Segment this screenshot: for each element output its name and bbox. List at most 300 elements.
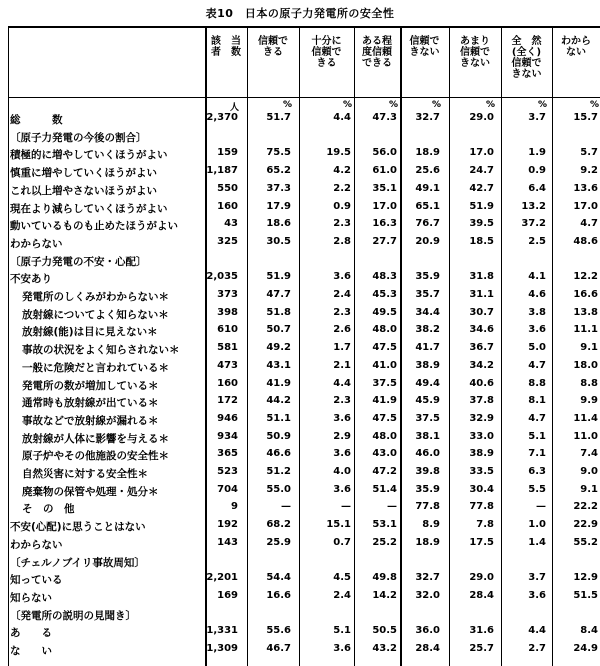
cell-value: 55.6 (266, 625, 291, 636)
row-label: 慎重に増やしていくほうがよい (10, 167, 157, 179)
cell-value: 9 (231, 501, 238, 512)
column-header-line: きない (460, 58, 490, 69)
cell-value: 2.2 (333, 183, 351, 194)
cell-value: 43.2 (372, 643, 397, 654)
table-row (0, 519, 600, 537)
cell-value: 581 (217, 342, 238, 353)
cell-value: 4.2 (333, 165, 351, 176)
cell-value: 65.1 (415, 201, 440, 212)
cell-value: 4.5 (333, 572, 351, 583)
cell-value: 48.6 (573, 236, 598, 247)
cell-value: 29.0 (469, 572, 494, 583)
cell-value: 30.7 (469, 307, 494, 318)
cell-value: 17.0 (573, 201, 598, 212)
row-label: 自然災害に対する安全性＊ (22, 468, 148, 480)
table-row (0, 448, 600, 466)
table-row (0, 643, 600, 661)
cell-value: 31.6 (469, 625, 494, 636)
cell-value: 51.9 (469, 201, 494, 212)
cell-value: 2,035 (206, 271, 238, 282)
cell-value: 550 (217, 183, 238, 194)
column-header-line: わから (561, 36, 591, 47)
cell-value: 7.4 (580, 448, 598, 459)
column-header-line: 信頼で (311, 47, 342, 58)
cell-value: 159 (217, 147, 238, 158)
cell-value: 5.1 (528, 431, 546, 442)
cell-value: 4.4 (333, 378, 351, 389)
row-label: わからない (10, 238, 63, 250)
cell-value: — (536, 501, 546, 512)
column-header-line: きない (511, 69, 542, 80)
cell-value: 2.6 (333, 324, 351, 335)
table-row (0, 307, 600, 325)
cell-value: 65.2 (266, 165, 291, 176)
cell-value: 49.2 (266, 342, 291, 353)
row-label: 総 数 (10, 114, 63, 126)
cell-value: 6.3 (528, 466, 546, 477)
row-label: 事故の状況をよく知らされない＊ (22, 344, 180, 356)
row-label: 〔発電所の説明の見聞き〕 (10, 610, 136, 622)
cell-value: — (387, 501, 397, 512)
row-label: そ の 他 (22, 503, 75, 515)
cell-value: 43 (224, 218, 238, 229)
cell-value: 16.6 (573, 289, 598, 300)
cell-value: 37.8 (469, 395, 494, 406)
cell-value: 25.9 (266, 537, 291, 548)
row-label: 発電所の数が増加している＊ (22, 380, 159, 392)
cell-value: 14.2 (372, 590, 397, 601)
cell-value: 25.6 (415, 165, 440, 176)
column-header (207, 36, 245, 94)
cell-value: 46.6 (266, 448, 291, 459)
table-row (0, 413, 600, 431)
cell-value: 2.1 (333, 360, 351, 371)
cell-value: 51.9 (266, 271, 291, 282)
table-row (0, 395, 600, 413)
cell-value: 2,201 (206, 572, 238, 583)
column-header-line: できる (362, 58, 392, 69)
cell-value: 3.6 (333, 643, 351, 654)
header-bottom-border (8, 97, 600, 98)
cell-value: 3.6 (528, 324, 546, 335)
table-row (0, 130, 600, 148)
row-label: 積極的に増やしていくほうがよい (10, 149, 168, 161)
cell-value: 2.4 (333, 289, 351, 300)
row-label: 放射線についてよく知らない＊ (22, 309, 169, 321)
cell-value: 68.2 (266, 519, 291, 530)
row-label: 不安(心配)に思うことはない (10, 521, 146, 533)
cell-value: 31.8 (469, 271, 494, 282)
cell-value: 473 (217, 360, 238, 371)
cell-value: 37.3 (266, 183, 291, 194)
cell-value: 2.3 (333, 218, 351, 229)
cell-value: 25.7 (469, 643, 494, 654)
cell-value: 53.1 (372, 519, 397, 530)
cell-value: 5.7 (580, 147, 598, 158)
row-label: 廃棄物の保管や処理・処分＊ (22, 486, 159, 498)
row-label: 不安あり (10, 273, 52, 285)
table-row (0, 324, 600, 342)
cell-value: 0.9 (333, 201, 351, 212)
cell-value: 3.6 (528, 590, 546, 601)
cell-value: 39.5 (469, 218, 494, 229)
cell-value: 2.3 (333, 395, 351, 406)
cell-value: 17.0 (372, 201, 397, 212)
column-header-line: 信頼で (460, 47, 490, 58)
row-label: 〔チェルノブイリ事故周知〕 (10, 557, 145, 569)
cell-value: 33.0 (469, 431, 494, 442)
cell-value: 3.8 (528, 307, 546, 318)
cell-value: 4.4 (333, 112, 351, 123)
cell-value: 31.1 (469, 289, 494, 300)
column-header-line: きる (316, 58, 337, 69)
cell-value: 4.4 (528, 625, 546, 636)
table-row (0, 501, 600, 519)
cell-value: 29.0 (469, 112, 494, 123)
row-label: 一般に危険だと言われている＊ (22, 362, 169, 374)
cell-value: 15.7 (573, 112, 598, 123)
cell-value: 45.9 (415, 395, 440, 406)
table-row (0, 431, 600, 449)
cell-value: 1.4 (528, 537, 546, 548)
table-row (0, 112, 600, 130)
table-row (0, 608, 600, 626)
cell-value: 35.1 (372, 183, 397, 194)
cell-value: 36.7 (469, 342, 494, 353)
cell-value: 946 (217, 413, 238, 424)
cell-value: 16.3 (372, 218, 397, 229)
cell-value: 49.4 (415, 378, 440, 389)
cell-value: 28.4 (469, 590, 494, 601)
column-header-line: 信頼で (511, 58, 542, 69)
row-label: 原子炉やその他施設の安全性＊ (22, 450, 169, 462)
cell-value: 28.4 (415, 643, 440, 654)
cell-value: 51.8 (266, 307, 291, 318)
cell-value: 43.0 (372, 448, 397, 459)
cell-value: 55.2 (573, 537, 598, 548)
row-label: 〔原子力発電の今後の割合〕 (10, 132, 147, 144)
cell-value: 7.1 (528, 448, 546, 459)
cell-value: 77.8 (469, 501, 494, 512)
unit-marker: % (538, 100, 548, 110)
table-row (0, 147, 600, 165)
cell-value: 704 (217, 484, 238, 495)
cell-value: 51.1 (266, 413, 291, 424)
row-label: 事故などで放射線が漏れる＊ (22, 415, 159, 427)
column-header-line: 信頼で (258, 36, 288, 47)
cell-value: 2.9 (333, 431, 351, 442)
cell-value: 41.9 (266, 378, 291, 389)
table-row (0, 254, 600, 272)
cell-value: 38.9 (415, 360, 440, 371)
row-label: な い (10, 645, 52, 657)
cell-value: 1.9 (528, 147, 546, 158)
column-header (402, 36, 447, 94)
cell-value: 47.5 (372, 342, 397, 353)
cell-value: 18.9 (415, 147, 440, 158)
cell-value: 2.5 (528, 236, 546, 247)
cell-value: 27.7 (372, 236, 397, 247)
unit-marker: % (590, 100, 600, 110)
cell-value: 47.3 (372, 112, 397, 123)
cell-value: 934 (217, 431, 238, 442)
cell-value: 34.2 (469, 360, 494, 371)
table-row (0, 537, 600, 555)
cell-value: 48.3 (372, 271, 397, 282)
cell-value: 2.4 (333, 590, 351, 601)
cell-value: 17.9 (266, 201, 291, 212)
cell-value: 8.8 (580, 378, 598, 389)
cell-value: 54.4 (266, 572, 291, 583)
cell-value: 0.9 (528, 165, 546, 176)
cell-value: 51.7 (266, 112, 291, 123)
cell-value: 35.9 (415, 484, 440, 495)
cell-value: 0.7 (333, 537, 351, 548)
cell-value: 3.7 (528, 572, 546, 583)
column-header (554, 36, 598, 94)
cell-value: 4.7 (580, 218, 598, 229)
cell-value: 19.5 (326, 147, 351, 158)
column-header-line: あまり (460, 36, 490, 47)
cell-value: 38.1 (415, 431, 440, 442)
cell-value: 9.2 (580, 165, 598, 176)
column-header-line: (全く) (511, 47, 542, 58)
table-row (0, 466, 600, 484)
cell-value: 22.2 (573, 501, 598, 512)
row-label: 通常時も放射線が出ている＊ (22, 397, 159, 409)
cell-value: 48.0 (372, 324, 397, 335)
cell-value: 17.5 (469, 537, 494, 548)
cell-value: 18.0 (573, 360, 598, 371)
cell-value: 160 (217, 378, 238, 389)
cell-value: 4.0 (333, 466, 351, 477)
cell-value: 22.9 (573, 519, 598, 530)
table-row (0, 236, 600, 254)
unit-marker: % (389, 100, 399, 110)
cell-value: 56.0 (372, 147, 397, 158)
cell-value: 44.2 (266, 395, 291, 406)
unit-marker: % (283, 100, 293, 110)
cell-value: 39.8 (415, 466, 440, 477)
cell-value: 32.0 (415, 590, 440, 601)
cell-value: 45.3 (372, 289, 397, 300)
cell-value: 172 (217, 395, 238, 406)
cell-value: 7.8 (476, 519, 494, 530)
row-label: 知らない (10, 592, 52, 604)
table-row (0, 165, 600, 183)
cell-value: 18.6 (266, 218, 291, 229)
cell-value: 5.5 (528, 484, 546, 495)
cell-value: 35.9 (415, 271, 440, 282)
cell-value: 11.4 (573, 413, 598, 424)
row-label: 動いているものも止めたほうがよい (10, 220, 178, 232)
cell-value: 365 (217, 448, 238, 459)
cell-value: 9.1 (580, 342, 598, 353)
unit-marker: % (343, 100, 353, 110)
cell-value: 76.7 (415, 218, 440, 229)
column-header-line: 十分に (311, 36, 342, 47)
column-header-line: ない (566, 47, 586, 58)
cell-value: 4.6 (528, 289, 546, 300)
cell-value: 49.1 (415, 183, 440, 194)
table-row (0, 555, 600, 573)
column-header-line: 者 数 (211, 47, 241, 58)
cell-value: 2.8 (333, 236, 351, 247)
table-top-border (8, 26, 600, 28)
cell-value: 2.3 (333, 307, 351, 318)
cell-value: 40.6 (469, 378, 494, 389)
cell-value: 15.1 (326, 519, 351, 530)
cell-value: 47.5 (372, 413, 397, 424)
cell-value: 1.0 (528, 519, 546, 530)
cell-value: 13.6 (573, 183, 598, 194)
cell-value: 398 (217, 307, 238, 318)
cell-value: 30.5 (266, 236, 291, 247)
column-header-line: 信頼で (409, 36, 440, 47)
cell-value: — (281, 501, 291, 512)
cell-value: 3.6 (333, 413, 351, 424)
cell-value: 51.2 (266, 466, 291, 477)
row-label: 放射線(能)は目に見えない＊ (22, 326, 158, 338)
cell-value: 8.8 (528, 378, 546, 389)
column-header (301, 36, 352, 94)
cell-value: 47.7 (266, 289, 291, 300)
cell-value: 18.9 (415, 537, 440, 548)
cell-value: 41.7 (415, 342, 440, 353)
cell-value: 325 (217, 236, 238, 247)
cell-value: 41.0 (372, 360, 397, 371)
cell-value: 18.5 (469, 236, 494, 247)
cell-value: 9.9 (580, 395, 598, 406)
cell-value: 9.0 (580, 466, 598, 477)
cell-value: 610 (217, 324, 238, 335)
cell-value: 11.1 (573, 324, 598, 335)
table-row (0, 289, 600, 307)
cell-value: 8.1 (528, 395, 546, 406)
cell-value: 77.8 (415, 501, 440, 512)
cell-value: 35.7 (415, 289, 440, 300)
row-label: これ以上増やさないほうがよい (10, 185, 157, 197)
unit-marker: % (486, 100, 496, 110)
unit-marker: 人 (230, 103, 240, 113)
cell-value: 51.5 (573, 590, 598, 601)
table-row (0, 271, 600, 289)
cell-value: 169 (217, 590, 238, 601)
cell-value: 1.7 (333, 342, 351, 353)
cell-value: 3.6 (333, 271, 351, 282)
cell-value: 16.6 (266, 590, 291, 601)
column-header (503, 36, 550, 94)
cell-value: 55.0 (266, 484, 291, 495)
cell-value: 160 (217, 201, 238, 212)
row-label: 現在より減らしていくほうがよい (10, 203, 168, 215)
cell-value: 25.2 (372, 537, 397, 548)
unit-marker: % (432, 100, 442, 110)
cell-value: 46.7 (266, 643, 291, 654)
cell-value: 6.4 (528, 183, 546, 194)
column-header-line: 該 当 (211, 36, 241, 47)
cell-value: 75.5 (266, 147, 291, 158)
cell-value: 24.7 (469, 165, 494, 176)
cell-value: 2.7 (528, 643, 546, 654)
row-label: 放射線が人体に影響を与える＊ (22, 433, 169, 445)
cell-value: 3.6 (333, 484, 351, 495)
row-label: 〔原子力発電の不安・心配〕 (10, 256, 147, 268)
table-row (0, 218, 600, 236)
cell-value: 49.8 (372, 572, 397, 583)
cell-value: 4.7 (528, 360, 546, 371)
cell-value: 49.5 (372, 307, 397, 318)
column-header (249, 36, 297, 94)
cell-value: 13.8 (573, 307, 598, 318)
column-header-line: 全 然 (511, 36, 542, 47)
cell-value: 33.5 (469, 466, 494, 477)
cell-value: 1,309 (206, 643, 238, 654)
cell-value: 37.5 (415, 413, 440, 424)
column-header (451, 36, 499, 94)
cell-value: 2,370 (206, 112, 238, 123)
cell-value: 34.6 (469, 324, 494, 335)
cell-value: 32.9 (469, 413, 494, 424)
cell-value: 36.0 (415, 625, 440, 636)
column-header-line: きない (409, 47, 440, 58)
row-label: わからない (10, 539, 63, 551)
table-row (0, 590, 600, 608)
cell-value: 43.1 (266, 360, 291, 371)
table-title: 表10 日本の原子力発電所の安全性 (205, 7, 395, 20)
cell-value: 11.0 (573, 431, 598, 442)
cell-value: 61.0 (372, 165, 397, 176)
cell-value: 47.2 (372, 466, 397, 477)
column-header-line: 度信頼 (362, 47, 392, 58)
table-row (0, 201, 600, 219)
cell-value: 30.4 (469, 484, 494, 495)
column-header-line: きる (263, 47, 283, 58)
cell-value: 37.2 (521, 218, 546, 229)
cell-value: 38.9 (469, 448, 494, 459)
cell-value: 12.2 (573, 271, 598, 282)
column-header-line: ある程 (362, 36, 392, 47)
cell-value: 38.2 (415, 324, 440, 335)
cell-value: 1,331 (206, 625, 238, 636)
row-label: 知っている (10, 574, 63, 586)
table-row (0, 484, 600, 502)
cell-value: 3.6 (333, 448, 351, 459)
cell-value: 37.5 (372, 378, 397, 389)
cell-value: 373 (217, 289, 238, 300)
row-label: あ る (10, 627, 52, 639)
table-row (0, 625, 600, 643)
cell-value: 24.9 (573, 643, 598, 654)
cell-value: 1,187 (206, 165, 238, 176)
cell-value: 8.9 (422, 519, 440, 530)
cell-value: 12.9 (573, 572, 598, 583)
cell-value: 13.2 (521, 201, 546, 212)
cell-value: 20.9 (415, 236, 440, 247)
cell-value: 5.0 (528, 342, 546, 353)
cell-value: 50.9 (266, 431, 291, 442)
table-row (0, 572, 600, 590)
cell-value: 143 (217, 537, 238, 548)
cell-value: 5.1 (333, 625, 351, 636)
cell-value: 192 (217, 519, 238, 530)
cell-value: 4.1 (528, 271, 546, 282)
cell-value: 3.7 (528, 112, 546, 123)
cell-value: 8.4 (580, 625, 598, 636)
column-header (356, 36, 398, 94)
table-row (0, 183, 600, 201)
cell-value: 41.9 (372, 395, 397, 406)
